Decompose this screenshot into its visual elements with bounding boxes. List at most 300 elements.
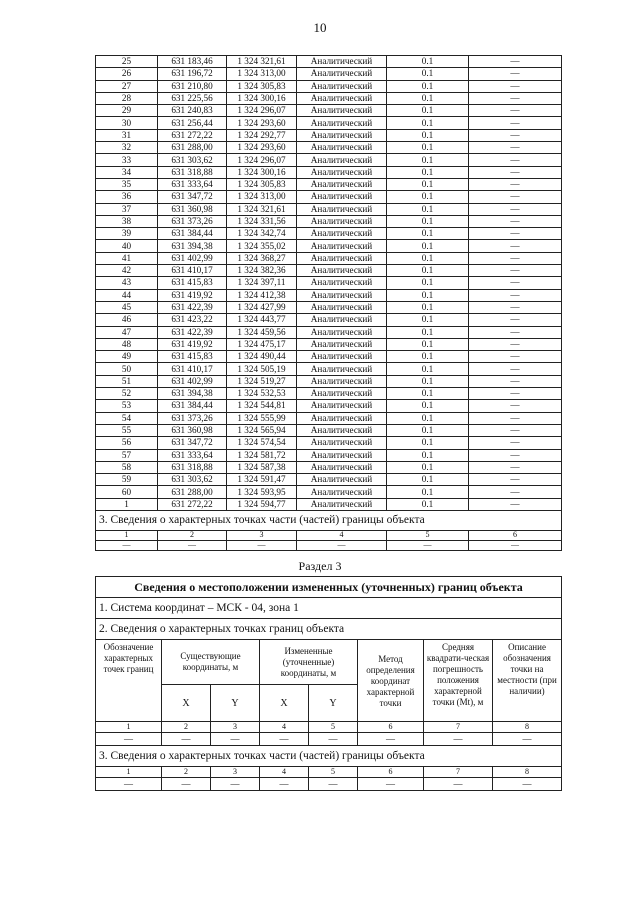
table-cell: —	[469, 277, 562, 289]
header-designation: Обозначение характерных точек границ	[96, 640, 162, 722]
section-heading: Раздел 3	[298, 559, 342, 573]
table-row	[96, 461, 562, 473]
table-row	[96, 400, 562, 412]
table-cell: 1 324 368,27	[227, 252, 297, 264]
table-cell: —	[309, 778, 358, 791]
table-cell: Аналитический	[297, 191, 387, 203]
table-cell: 0.1	[387, 375, 469, 387]
table-cell: —	[309, 733, 358, 746]
table-cell: 1 324 355,02	[227, 240, 297, 252]
empty-row	[96, 540, 562, 550]
table-cell: 631 402,99	[158, 375, 227, 387]
table-cell: 6	[358, 767, 424, 778]
table-row	[96, 117, 562, 129]
table-row	[96, 56, 562, 68]
table-cell: 8	[493, 767, 562, 778]
table-row	[96, 215, 562, 227]
table-cell: 1 324 459,56	[227, 326, 297, 338]
table-cell: 29	[96, 105, 158, 117]
table-cell: 34	[96, 166, 158, 178]
table-cell: 1 324 490,44	[227, 351, 297, 363]
table-cell: 1 324 591,47	[227, 474, 297, 486]
table-cell: 631 419,92	[158, 338, 227, 350]
table-cell: 0.1	[387, 301, 469, 313]
table-cell: Аналитический	[297, 154, 387, 166]
table-cell: —	[469, 474, 562, 486]
table-cell: 60	[96, 486, 158, 498]
table-cell: 0.1	[387, 166, 469, 178]
table-cell: 2	[162, 767, 211, 778]
table-cell: —	[469, 117, 562, 129]
table-cell: Аналитический	[297, 80, 387, 92]
table-row	[96, 375, 562, 387]
table-cell: 33	[96, 154, 158, 166]
table-cell: 1	[96, 498, 158, 510]
table-cell: 1 324 342,74	[227, 228, 297, 240]
table-row	[96, 449, 562, 461]
table-cell: 631 410,17	[158, 265, 227, 277]
table-row	[96, 277, 562, 289]
table-title: Сведения о местоположении измененных (уточненных) границ объекта	[96, 577, 562, 598]
table-cell: —	[162, 778, 211, 791]
table-cell: 631 384,44	[158, 400, 227, 412]
table-cell: —	[96, 733, 162, 746]
table-row	[96, 412, 562, 424]
table-cell: 1 324 293,60	[227, 142, 297, 154]
table-row	[96, 203, 562, 215]
table-cell: Аналитический	[297, 215, 387, 227]
table-cell: 0.1	[387, 424, 469, 436]
table-cell: 1	[96, 530, 158, 540]
table-cell: —	[387, 540, 469, 550]
table-cell: 1 324 293,60	[227, 117, 297, 129]
table-row	[96, 351, 562, 363]
empty-row	[96, 733, 562, 746]
table-row	[96, 388, 562, 400]
header-changed-y: Y	[309, 685, 358, 722]
header-changed-x: X	[260, 685, 309, 722]
table-cell: —	[469, 424, 562, 436]
table-row	[96, 314, 562, 326]
table-cell: Аналитический	[297, 375, 387, 387]
table-cell: —	[469, 461, 562, 473]
table-cell: 631 402,99	[158, 252, 227, 264]
table-cell: 631 373,26	[158, 412, 227, 424]
table-cell: 4	[260, 722, 309, 733]
table-cell: 26	[96, 68, 158, 80]
table-row	[96, 474, 562, 486]
table-cell: —	[469, 400, 562, 412]
table-cell: 46	[96, 314, 158, 326]
table-cell: —	[493, 733, 562, 746]
table-cell: 0.1	[387, 240, 469, 252]
table-cell: —	[227, 540, 297, 550]
table-cell: 2	[158, 530, 227, 540]
table-cell: —	[469, 142, 562, 154]
table-cell: 48	[96, 338, 158, 350]
table-cell: 1 324 565,94	[227, 424, 297, 436]
table-row	[96, 191, 562, 203]
table-row	[96, 105, 562, 117]
table-cell: —	[469, 351, 562, 363]
table-row	[96, 154, 562, 166]
table-cell: —	[469, 154, 562, 166]
table-cell: 631 210,80	[158, 80, 227, 92]
table-cell: 0.1	[387, 351, 469, 363]
table-row	[96, 228, 562, 240]
table-cell: 1	[96, 767, 162, 778]
table-cell: —	[469, 240, 562, 252]
table-cell: Аналитический	[297, 424, 387, 436]
table-cell: —	[469, 129, 562, 141]
table-cell: 50	[96, 363, 158, 375]
table-cell: 30	[96, 117, 158, 129]
table-cell: 59	[96, 474, 158, 486]
table-row	[96, 289, 562, 301]
changed-borders-table	[95, 576, 562, 791]
table-cell: Аналитический	[297, 314, 387, 326]
table-cell: 631 410,17	[158, 363, 227, 375]
table-cell: —	[469, 388, 562, 400]
table-cell: Аналитический	[297, 228, 387, 240]
table-cell: 6	[469, 530, 562, 540]
table-cell: 1 324 505,19	[227, 363, 297, 375]
table-cell: 27	[96, 80, 158, 92]
table-cell: 3	[211, 767, 260, 778]
table-cell: 631 423,22	[158, 314, 227, 326]
table-cell: 1 324 574,54	[227, 437, 297, 449]
table-cell: 631 240,83	[158, 105, 227, 117]
table-cell: —	[469, 437, 562, 449]
table-cell: 631 394,38	[158, 388, 227, 400]
table-cell: 631 415,83	[158, 277, 227, 289]
table-cell: Аналитический	[297, 412, 387, 424]
table-cell: 1 324 313,00	[227, 191, 297, 203]
table-cell: Аналитический	[297, 252, 387, 264]
table-cell: —	[162, 733, 211, 746]
table-cell: 631 394,38	[158, 240, 227, 252]
table-cell: Аналитический	[297, 142, 387, 154]
table-cell: 3	[211, 722, 260, 733]
table-cell: 4	[260, 767, 309, 778]
table-cell: 1 324 305,83	[227, 80, 297, 92]
table-row	[96, 166, 562, 178]
section-points-title: 2. Сведения о характерных точках границ объекта	[96, 619, 562, 640]
table-cell: 631 333,64	[158, 449, 227, 461]
table-cell: Аналитический	[297, 105, 387, 117]
table-cell: Аналитический	[297, 388, 387, 400]
table-cell: —	[260, 733, 309, 746]
table-cell: —	[424, 778, 493, 791]
table-cell: 40	[96, 240, 158, 252]
table-cell: —	[424, 733, 493, 746]
table-cell: 1 324 544,81	[227, 400, 297, 412]
table-cell: 1 324 412,38	[227, 289, 297, 301]
table-cell: 0.1	[387, 437, 469, 449]
table-cell: Аналитический	[297, 56, 387, 68]
table-cell: 1 324 313,00	[227, 68, 297, 80]
table-cell: 36	[96, 191, 158, 203]
table-row	[96, 252, 562, 264]
table-row	[96, 92, 562, 104]
table-cell: 1 324 382,36	[227, 265, 297, 277]
table-cell: 44	[96, 289, 158, 301]
table-cell: 31	[96, 129, 158, 141]
table-cell: 1 324 331,56	[227, 215, 297, 227]
table-cell: 1 324 581,72	[227, 449, 297, 461]
table-cell: 2	[162, 722, 211, 733]
table-cell: Аналитический	[297, 277, 387, 289]
column-numbers-row	[96, 722, 562, 733]
table-cell: 631 360,98	[158, 203, 227, 215]
header-description: Описание обозначения точки на местности (при наличии)	[493, 640, 562, 722]
table-cell: 41	[96, 252, 158, 264]
table-cell: 0.1	[387, 105, 469, 117]
table-row	[96, 437, 562, 449]
table-cell: 0.1	[387, 92, 469, 104]
header-existing-y: Y	[211, 685, 260, 722]
table-cell: 0.1	[387, 326, 469, 338]
table-cell: Аналитический	[297, 289, 387, 301]
table-cell: 0.1	[387, 289, 469, 301]
table-cell: —	[297, 540, 387, 550]
table-cell: 0.1	[387, 178, 469, 190]
page-number: 10	[313, 20, 327, 35]
table-cell: 1 324 532,53	[227, 388, 297, 400]
table-cell: 1 324 300,16	[227, 166, 297, 178]
header-changed: Измененные (уточненные) координаты, м	[260, 640, 358, 685]
table-cell: 25	[96, 56, 158, 68]
table-cell: —	[469, 265, 562, 277]
table-cell: 631 303,62	[158, 154, 227, 166]
table-cell: 1 324 296,07	[227, 105, 297, 117]
table-cell: 7	[424, 722, 493, 733]
table-cell: Аналитический	[297, 461, 387, 473]
section-part-points-title: 3. Сведения о характерных точках части (частей) границы объекта	[96, 746, 562, 767]
table-cell: 0.1	[387, 203, 469, 215]
table-cell: 57	[96, 449, 158, 461]
table-row	[96, 363, 562, 375]
table-cell: 631 373,26	[158, 215, 227, 227]
table-cell: 631 360,98	[158, 424, 227, 436]
table-cell: —	[469, 56, 562, 68]
table-cell: 0.1	[387, 400, 469, 412]
table-cell: 35	[96, 178, 158, 190]
table-cell: Аналитический	[297, 265, 387, 277]
table-cell: —	[469, 252, 562, 264]
table-cell: Аналитический	[297, 400, 387, 412]
table-cell: Аналитический	[297, 449, 387, 461]
table-cell: 54	[96, 412, 158, 424]
table-cell: 0.1	[387, 474, 469, 486]
table-cell: —	[211, 778, 260, 791]
table-cell: —	[469, 301, 562, 313]
header-existing: Существующие координаты, м	[162, 640, 260, 685]
table-cell: 55	[96, 424, 158, 436]
table-cell: —	[469, 412, 562, 424]
table-cell: 1 324 519,27	[227, 375, 297, 387]
table-cell: 631 318,88	[158, 166, 227, 178]
table-cell: —	[469, 105, 562, 117]
table-cell: 51	[96, 375, 158, 387]
table-cell: Аналитический	[297, 129, 387, 141]
table-cell: 631 347,72	[158, 191, 227, 203]
table-cell: —	[469, 363, 562, 375]
table-cell: 53	[96, 400, 158, 412]
table-cell: 0.1	[387, 277, 469, 289]
table-row	[96, 178, 562, 190]
table-cell: 5	[309, 767, 358, 778]
table-cell: 1	[96, 722, 162, 733]
table-cell: —	[493, 778, 562, 791]
table-cell: 42	[96, 265, 158, 277]
table-cell: 631 196,72	[158, 68, 227, 80]
table-cell: 5	[387, 530, 469, 540]
table-cell: —	[469, 449, 562, 461]
table-cell: Аналитический	[297, 474, 387, 486]
table-cell: —	[158, 540, 227, 550]
table-cell: 37	[96, 203, 158, 215]
table-row	[96, 326, 562, 338]
table-cell: 631 256,44	[158, 117, 227, 129]
table-cell: 631 419,92	[158, 289, 227, 301]
table-cell: Аналитический	[297, 351, 387, 363]
table-cell: 5	[309, 722, 358, 733]
table-cell: 0.1	[387, 129, 469, 141]
coordinates-table	[95, 55, 562, 551]
table-cell: 631 422,39	[158, 326, 227, 338]
table-cell: —	[96, 540, 158, 550]
table-cell: 0.1	[387, 56, 469, 68]
table-cell: 0.1	[387, 191, 469, 203]
table-cell: 0.1	[387, 314, 469, 326]
table-cell: —	[469, 375, 562, 387]
empty-row	[96, 778, 562, 791]
table-cell: Аналитический	[297, 363, 387, 375]
table-cell: 6	[358, 722, 424, 733]
table-cell: 32	[96, 142, 158, 154]
table-cell: 0.1	[387, 338, 469, 350]
table-row	[96, 301, 562, 313]
column-numbers-row	[96, 530, 562, 540]
table-cell: 0.1	[387, 363, 469, 375]
table-cell: 0.1	[387, 412, 469, 424]
table-cell: 47	[96, 326, 158, 338]
table-cell: 49	[96, 351, 158, 363]
table-cell: Аналитический	[297, 92, 387, 104]
table-cell: 0.1	[387, 486, 469, 498]
table-cell: Аналитический	[297, 498, 387, 510]
table-cell: 28	[96, 92, 158, 104]
table-row	[96, 240, 562, 252]
table-cell: —	[96, 778, 162, 791]
table-cell: 56	[96, 437, 158, 449]
table-cell: 1 324 300,16	[227, 92, 297, 104]
table-cell: 0.1	[387, 265, 469, 277]
table-cell: 631 288,00	[158, 486, 227, 498]
table-cell: 1 324 296,07	[227, 154, 297, 166]
table-cell: 0.1	[387, 449, 469, 461]
table-row	[96, 498, 562, 510]
table-row	[96, 338, 562, 350]
table-cell: 0.1	[387, 117, 469, 129]
table-cell: 1 324 594,77	[227, 498, 297, 510]
table-cell: 631 272,22	[158, 129, 227, 141]
table-cell: 43	[96, 277, 158, 289]
table-cell: —	[469, 486, 562, 498]
table-cell: —	[469, 166, 562, 178]
table-cell: 4	[297, 530, 387, 540]
table-cell: 0.1	[387, 68, 469, 80]
table-cell: —	[469, 92, 562, 104]
section-part-points-title: 3. Сведения о характерных точках части (частей) границы объекта	[96, 510, 562, 530]
table-cell: 631 183,46	[158, 56, 227, 68]
table-cell: —	[469, 203, 562, 215]
table-cell: 631 225,56	[158, 92, 227, 104]
table-cell: Аналитический	[297, 178, 387, 190]
table-cell: 1 324 427,99	[227, 301, 297, 313]
table-cell: Аналитический	[297, 166, 387, 178]
table-cell: Аналитический	[297, 240, 387, 252]
table-cell: 1 324 305,83	[227, 178, 297, 190]
table-cell: 1 324 475,17	[227, 338, 297, 350]
table-cell: Аналитический	[297, 437, 387, 449]
table-cell: —	[358, 778, 424, 791]
column-numbers-row	[96, 767, 562, 778]
table-row	[96, 129, 562, 141]
table-cell: 631 384,44	[158, 228, 227, 240]
table-cell: 1 324 443,77	[227, 314, 297, 326]
table-cell: Аналитический	[297, 486, 387, 498]
table-cell: —	[469, 326, 562, 338]
table-cell: 631 303,62	[158, 474, 227, 486]
table-row	[96, 80, 562, 92]
table-cell: 1 324 397,11	[227, 277, 297, 289]
table-cell: —	[211, 733, 260, 746]
table-cell: 1 324 321,61	[227, 203, 297, 215]
table-cell: 0.1	[387, 252, 469, 264]
table-cell: 1 324 593,95	[227, 486, 297, 498]
table-cell: 39	[96, 228, 158, 240]
table-cell: 52	[96, 388, 158, 400]
table-cell: 45	[96, 301, 158, 313]
table-cell: 631 288,00	[158, 142, 227, 154]
table-cell: 38	[96, 215, 158, 227]
table-row	[96, 265, 562, 277]
table-cell: —	[469, 215, 562, 227]
header-method: Метод определения координат характерной точки	[358, 640, 424, 722]
table-cell: 631 272,22	[158, 498, 227, 510]
table-cell: —	[469, 314, 562, 326]
table-row	[96, 424, 562, 436]
table-cell: Аналитический	[297, 117, 387, 129]
table-cell: 0.1	[387, 388, 469, 400]
table-cell: Аналитический	[297, 301, 387, 313]
table-cell: —	[469, 68, 562, 80]
table-cell: Аналитический	[297, 68, 387, 80]
table-cell: 0.1	[387, 215, 469, 227]
table-cell: Аналитический	[297, 338, 387, 350]
header-existing-x: X	[162, 685, 211, 722]
table-cell: —	[469, 178, 562, 190]
table-row	[96, 486, 562, 498]
table-cell: Аналитический	[297, 203, 387, 215]
table-cell: 0.1	[387, 498, 469, 510]
table-cell: 7	[424, 767, 493, 778]
table-cell: 1 324 555,99	[227, 412, 297, 424]
table-cell: —	[469, 338, 562, 350]
table-cell: —	[260, 778, 309, 791]
